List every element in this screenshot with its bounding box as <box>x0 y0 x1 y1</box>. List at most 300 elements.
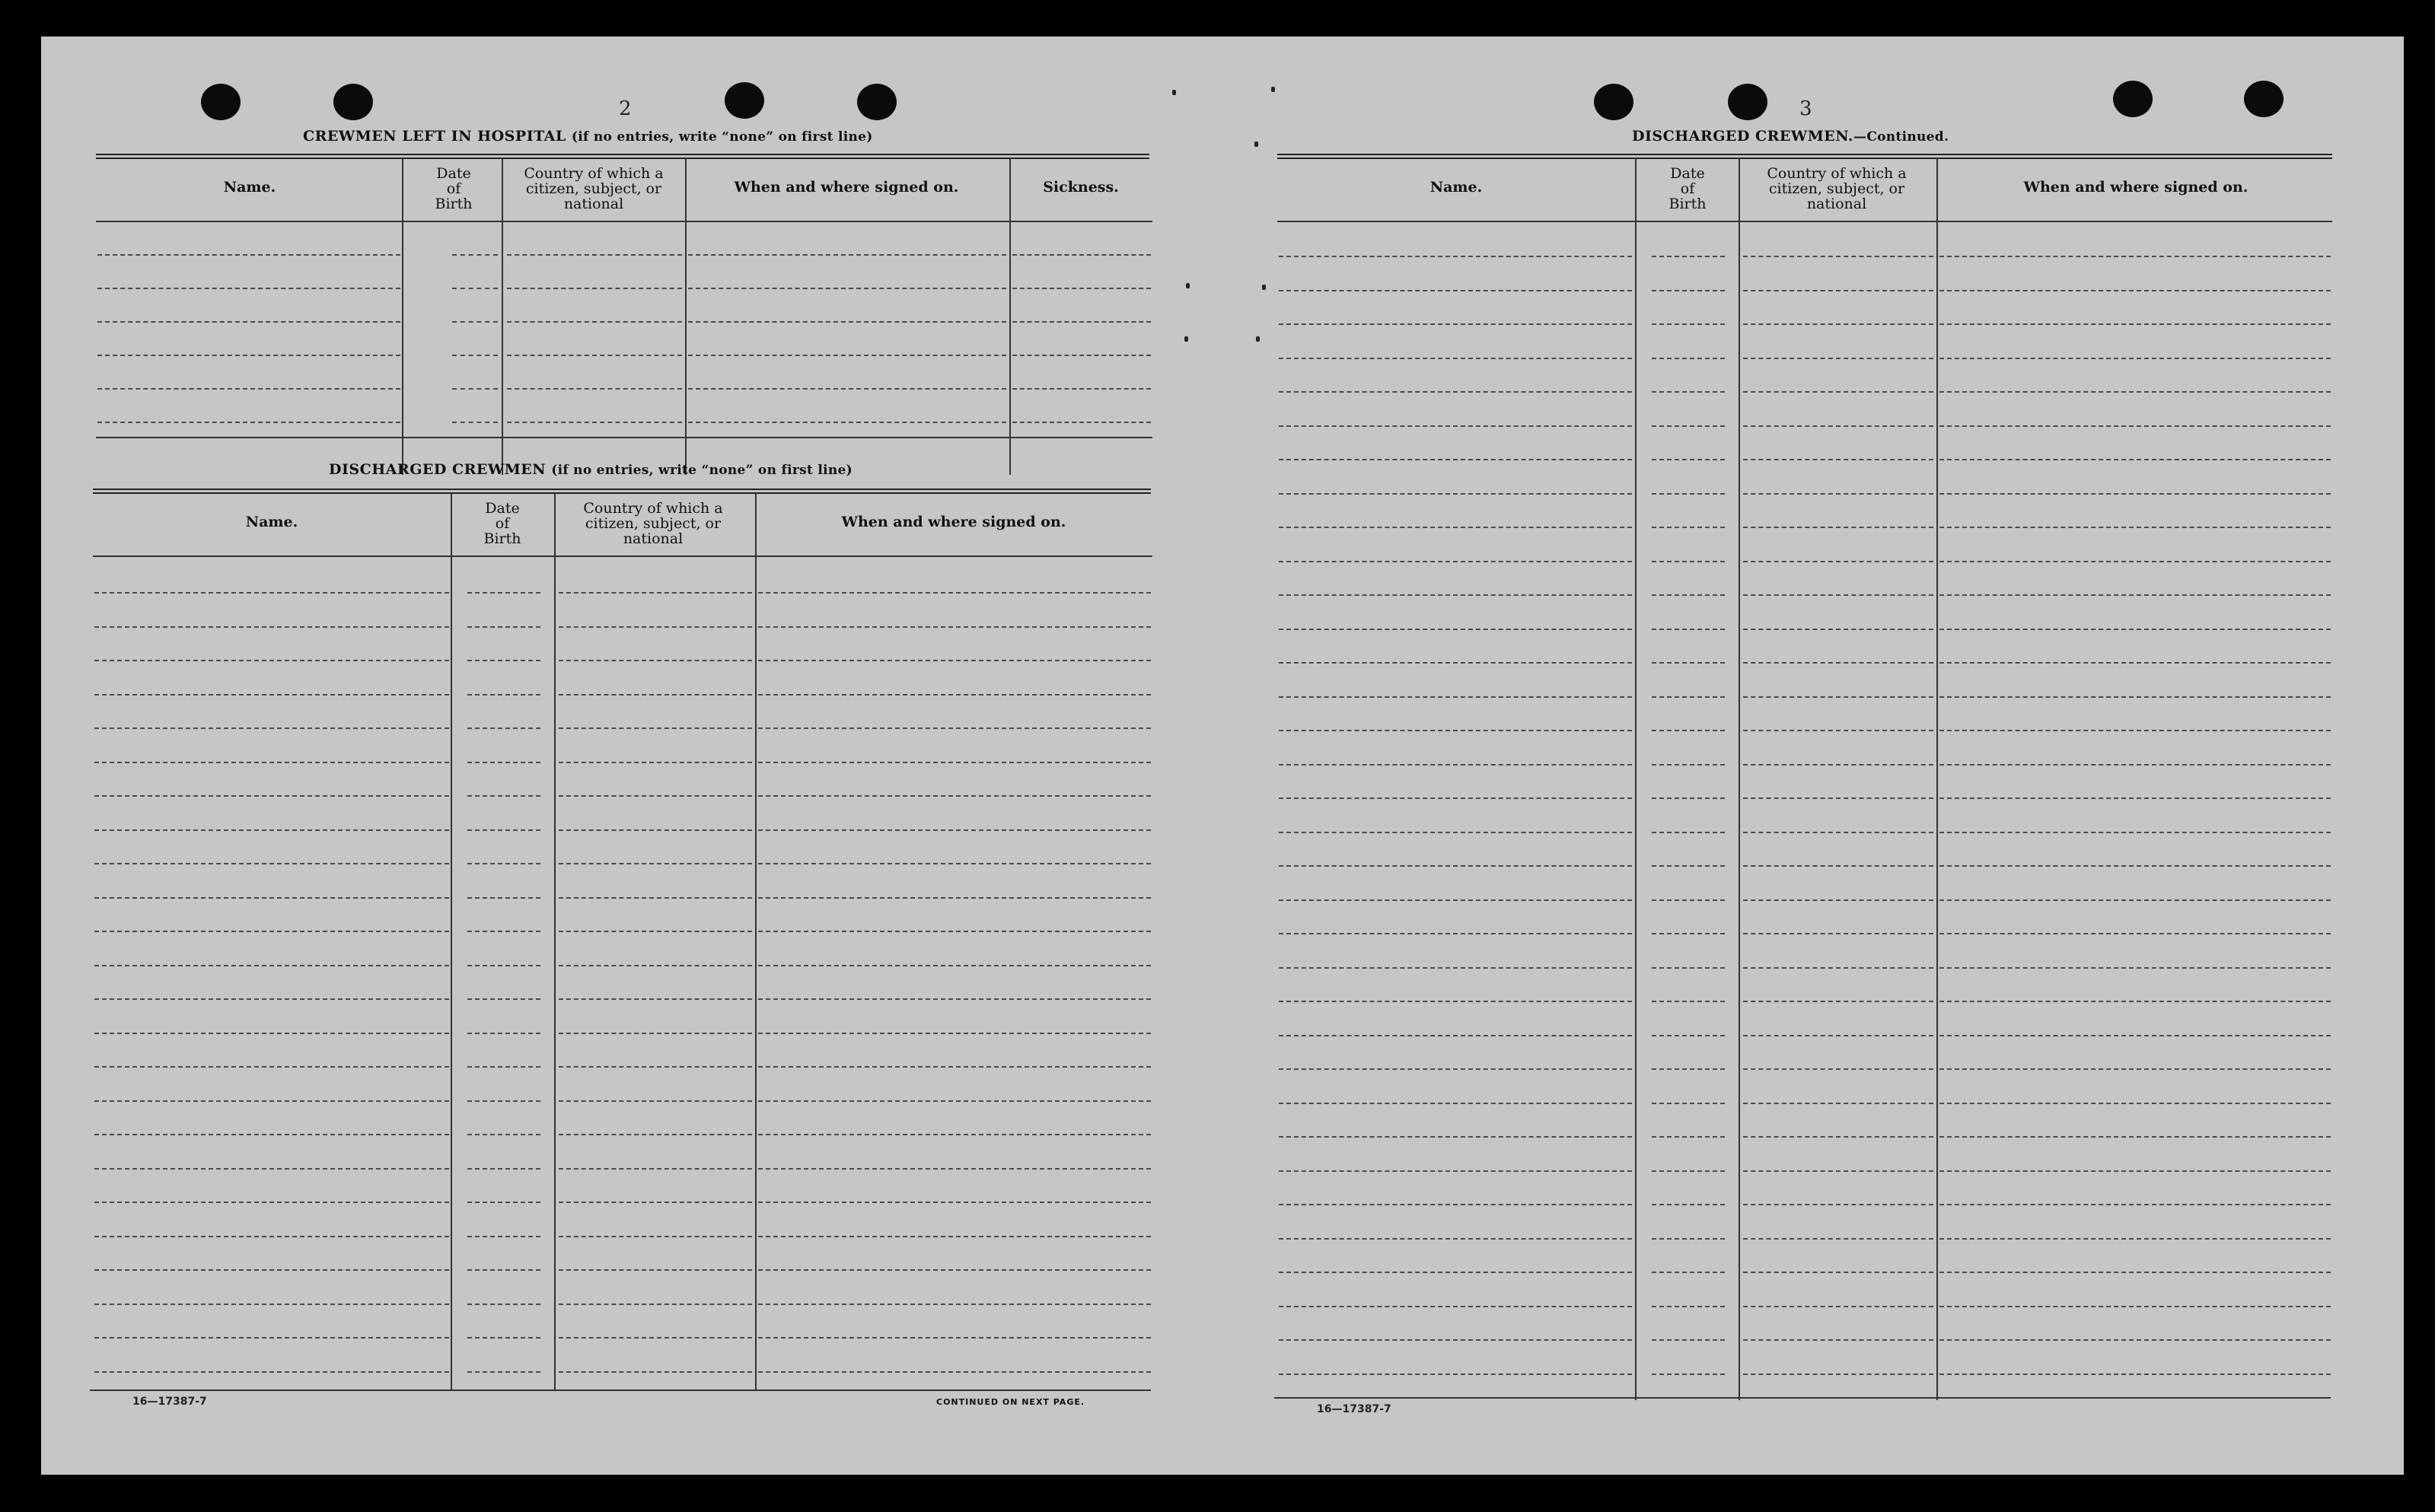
discharged-continued-note: —Continued. <box>1853 129 1949 145</box>
ruled-line <box>559 1202 752 1203</box>
ruled-line <box>94 1371 449 1373</box>
ruled-line <box>758 1337 1151 1339</box>
ruled-line <box>1939 1035 2331 1036</box>
ruled-line <box>94 1269 449 1271</box>
ruled-line <box>1939 662 2331 664</box>
ruled-line <box>94 998 449 1000</box>
form-code: 16—17387-7 <box>132 1396 207 1408</box>
ruled-line <box>688 388 1006 390</box>
ruled-line <box>1279 662 1632 664</box>
ruled-line <box>1652 425 1725 427</box>
ruled-line <box>1743 1272 1933 1273</box>
ruled-line <box>1743 1306 1933 1307</box>
ruled-line <box>1279 425 1632 427</box>
hospital-col-divider <box>402 158 403 475</box>
ruled-line <box>1939 967 2331 969</box>
fold-mark <box>1256 336 1260 342</box>
ruled-line <box>758 626 1151 628</box>
ruled-line <box>1652 493 1725 495</box>
ruled-line <box>1743 561 1933 562</box>
ruled-line <box>1939 391 2331 393</box>
discharged-bottom-rule <box>90 1389 1151 1391</box>
ruled-line <box>559 1371 752 1373</box>
ruled-line <box>94 829 449 831</box>
ruled-line <box>1743 256 1933 257</box>
ruled-line <box>452 321 498 323</box>
ruled-line <box>1279 1238 1632 1240</box>
ruled-line <box>467 795 540 797</box>
ruled-line <box>559 1168 752 1170</box>
continued-col-country: Country of which a citizen, subject, or national <box>1767 165 1907 212</box>
ruled-line <box>1279 1272 1632 1273</box>
ruled-line <box>1743 493 1933 495</box>
ruled-line <box>1279 1103 1632 1104</box>
ruled-line <box>1939 561 2331 562</box>
ruled-line <box>758 1100 1151 1102</box>
ruled-line <box>1939 290 2331 291</box>
ruled-line <box>1743 358 1933 359</box>
ruled-line <box>507 388 682 390</box>
ruled-line <box>559 1134 752 1135</box>
ruled-line <box>1279 764 1632 766</box>
ruled-line <box>94 727 449 729</box>
fold-mark <box>1254 142 1258 147</box>
ruled-line <box>1939 764 2331 766</box>
ruled-line <box>94 762 449 763</box>
ruled-line <box>758 1304 1151 1305</box>
ruled-line <box>1939 1170 2331 1172</box>
hospital-col-divider <box>1009 158 1011 475</box>
ruled-line <box>1939 594 2331 596</box>
ruled-line <box>467 1304 540 1305</box>
ruled-line <box>1012 254 1151 256</box>
ruled-line <box>1939 1136 2331 1138</box>
ruled-line <box>467 1168 540 1170</box>
ruled-line <box>94 1033 449 1034</box>
ruled-line <box>1279 594 1632 596</box>
ruled-line <box>559 694 752 696</box>
ruled-line <box>467 1337 540 1339</box>
ruled-line <box>97 355 400 356</box>
ruled-line <box>452 355 498 356</box>
discharged-title-note: (if no entries, write “none” on first line) <box>551 463 853 478</box>
ruled-line <box>452 388 498 390</box>
ruled-line <box>467 1100 540 1102</box>
ruled-line <box>94 592 449 594</box>
ruled-line <box>1279 323 1632 325</box>
ruled-line <box>1939 696 2331 698</box>
ruled-line <box>97 254 400 256</box>
ruled-line <box>94 1304 449 1305</box>
ruled-line <box>1279 1204 1632 1205</box>
ruled-line <box>1743 1136 1933 1138</box>
ruled-line <box>1743 1339 1933 1341</box>
ruled-line <box>1743 730 1933 731</box>
continued-header-rule <box>1277 221 2332 222</box>
ruled-line <box>467 897 540 899</box>
document-sheet <box>41 37 2404 1475</box>
ruled-line <box>1743 933 1933 934</box>
ruled-line <box>1652 527 1725 528</box>
ruled-line <box>1939 527 2331 528</box>
ruled-line <box>1652 865 1725 867</box>
ruled-line <box>559 998 752 1000</box>
ruled-line <box>94 897 449 899</box>
fold-mark <box>1184 336 1188 342</box>
ruled-line <box>467 998 540 1000</box>
ruled-line <box>1279 967 1632 969</box>
ruled-line <box>758 795 1151 797</box>
page-number: 3 <box>1799 97 1812 120</box>
ruled-line <box>1743 1001 1933 1002</box>
ruled-line <box>467 1033 540 1034</box>
ruled-line <box>467 1066 540 1068</box>
ruled-line <box>94 694 449 696</box>
ruled-line <box>1652 1103 1725 1104</box>
hospital-col-divider <box>502 158 503 475</box>
ruled-line <box>1012 355 1151 356</box>
hospital-header-rule <box>96 221 1152 222</box>
ruled-line <box>1743 629 1933 630</box>
fold-mark <box>1172 90 1176 95</box>
discharged-col-divider <box>755 493 757 1391</box>
hospital-col-sickness: Sickness. <box>1043 179 1119 196</box>
page-number: 2 <box>619 97 632 120</box>
discharged-section-title <box>329 461 853 478</box>
ruled-line <box>97 321 400 323</box>
ruled-line <box>1012 422 1151 423</box>
ruled-line <box>559 795 752 797</box>
ruled-line <box>758 965 1151 966</box>
continued-col-signed-on: When and where signed on. <box>2023 179 2249 196</box>
ruled-line <box>507 288 682 289</box>
ruled-line <box>94 965 449 966</box>
hospital-col-dob: Date of Birth <box>435 165 473 212</box>
hospital-section-title <box>303 128 873 145</box>
ruled-line <box>1743 594 1933 596</box>
ruled-line <box>1652 832 1725 833</box>
ruled-line <box>758 897 1151 899</box>
ruled-line <box>97 388 400 390</box>
ruled-line <box>1652 1136 1725 1138</box>
ruled-line <box>467 1134 540 1135</box>
punch-hole <box>2244 81 2284 117</box>
ruled-line <box>1743 425 1933 427</box>
ruled-line <box>758 1168 1151 1170</box>
ruled-line <box>1279 730 1632 731</box>
hospital-col-name: Name. <box>223 179 276 196</box>
form-code: 16—17387-7 <box>1317 1403 1391 1415</box>
ruled-line <box>467 626 540 628</box>
ruled-line <box>1652 358 1725 359</box>
ruled-line <box>559 1066 752 1068</box>
punch-hole <box>2113 81 2153 117</box>
ruled-line <box>1743 391 1933 393</box>
ruled-line <box>1743 459 1933 460</box>
ruled-line <box>1743 1204 1933 1205</box>
ruled-line <box>758 1202 1151 1203</box>
ruled-line <box>1652 1306 1725 1307</box>
ruled-line <box>1743 832 1933 833</box>
ruled-line <box>467 694 540 696</box>
hospital-title-text: CREWMEN LEFT IN HOSPITAL <box>303 128 566 145</box>
ruled-line <box>467 863 540 864</box>
ruled-line <box>559 1269 752 1271</box>
ruled-line <box>1743 527 1933 528</box>
ruled-line <box>467 1371 540 1373</box>
ruled-line <box>507 422 682 423</box>
ruled-line <box>758 694 1151 696</box>
ruled-line <box>1279 696 1632 698</box>
ruled-line <box>467 592 540 594</box>
ruled-line <box>758 1033 1151 1034</box>
ruled-line <box>94 1337 449 1339</box>
ruled-line <box>1279 561 1632 562</box>
ruled-line <box>1939 1306 2331 1307</box>
ruled-line <box>1652 1170 1725 1172</box>
ruled-line <box>1939 730 2331 731</box>
ruled-line <box>1279 797 1632 799</box>
ruled-line <box>1939 1068 2331 1070</box>
ruled-line <box>1652 629 1725 630</box>
ruled-line <box>507 254 682 256</box>
ruled-line <box>1939 1272 2331 1273</box>
discharged-continued-title <box>1632 128 1949 145</box>
hospital-title-note: (if no entries, write “none” on first line) <box>571 129 873 145</box>
ruled-line <box>94 931 449 932</box>
ruled-line <box>1743 1103 1933 1104</box>
continued-bottom-rule <box>1274 1397 2331 1399</box>
ruled-line <box>1939 323 2331 325</box>
discharged-col-divider <box>451 493 452 1391</box>
ruled-line <box>1939 1339 2331 1341</box>
ruled-line <box>559 592 752 594</box>
ruled-line <box>758 727 1151 729</box>
continued-col-divider <box>1739 158 1740 1400</box>
continued-col-name: Name. <box>1429 179 1483 196</box>
ruled-line <box>758 762 1151 763</box>
ruled-line <box>559 727 752 729</box>
ruled-line <box>1743 662 1933 664</box>
hospital-col-divider <box>685 158 687 475</box>
ruled-line <box>1652 696 1725 698</box>
ruled-line <box>688 422 1006 423</box>
discharged-header-rule <box>93 555 1152 557</box>
ruled-line <box>1743 1035 1933 1036</box>
ruled-line <box>1743 1238 1933 1240</box>
ruled-line <box>1743 764 1933 766</box>
ruled-line <box>1652 391 1725 393</box>
ruled-line <box>1743 1374 1933 1375</box>
ruled-line <box>1939 1103 2331 1104</box>
ruled-line <box>1939 358 2331 359</box>
ruled-line <box>94 626 449 628</box>
ruled-line <box>1652 967 1725 969</box>
ruled-line <box>467 1236 540 1237</box>
ruled-line <box>688 321 1006 323</box>
discharged-col-signed-on: When and where signed on. <box>841 514 1066 530</box>
ruled-line <box>688 355 1006 356</box>
ruled-line <box>94 1236 449 1237</box>
ruled-line <box>559 1033 752 1034</box>
ruled-line <box>94 1066 449 1068</box>
ruled-line <box>1652 797 1725 799</box>
ruled-line <box>1279 1035 1632 1036</box>
ruled-line <box>559 863 752 864</box>
fold-mark <box>1271 87 1275 92</box>
ruled-line <box>758 592 1151 594</box>
ruled-line <box>1652 561 1725 562</box>
ruled-line <box>758 660 1151 661</box>
ruled-line <box>1279 527 1632 528</box>
ruled-line <box>559 897 752 899</box>
discharged-col-dob: Date of Birth <box>483 500 521 547</box>
ruled-line <box>1939 933 2331 934</box>
punch-hole <box>1594 84 1633 120</box>
punch-hole <box>725 82 764 119</box>
ruled-line <box>758 829 1151 831</box>
ruled-line <box>1939 797 2331 799</box>
ruled-line <box>1279 1339 1632 1341</box>
ruled-line <box>1279 493 1632 495</box>
ruled-line <box>1652 459 1725 460</box>
ruled-line <box>758 1269 1151 1271</box>
ruled-line <box>94 1100 449 1102</box>
ruled-line <box>1652 1204 1725 1205</box>
ruled-line <box>1012 288 1151 289</box>
ruled-line <box>1743 865 1933 867</box>
discharged-continued-title-text: DISCHARGED CREWMEN. <box>1632 128 1854 145</box>
ruled-line <box>1939 629 2331 630</box>
ruled-line <box>467 1202 540 1203</box>
ruled-line <box>94 795 449 797</box>
ruled-line <box>1652 256 1725 257</box>
discharged-title-text: DISCHARGED CREWMEN <box>329 461 547 478</box>
hospital-bottom-rule <box>96 437 1152 438</box>
ruled-line <box>1743 1170 1933 1172</box>
ruled-line <box>1279 1170 1632 1172</box>
ruled-line <box>1279 629 1632 630</box>
ruled-line <box>1652 290 1725 291</box>
ruled-line <box>467 829 540 831</box>
ruled-line <box>688 254 1006 256</box>
ruled-line <box>1652 1001 1725 1002</box>
ruled-line <box>1012 388 1151 390</box>
ruled-line <box>1743 899 1933 901</box>
ruled-line <box>1743 323 1933 325</box>
ruled-line <box>1939 493 2331 495</box>
ruled-line <box>1652 323 1725 325</box>
ruled-line <box>758 931 1151 932</box>
ruled-line <box>559 965 752 966</box>
ruled-line <box>1652 1374 1725 1375</box>
ruled-line <box>688 288 1006 289</box>
ruled-line <box>1279 933 1632 934</box>
continued-col-divider <box>1936 158 1938 1400</box>
ruled-line <box>1279 865 1632 867</box>
ruled-line <box>559 626 752 628</box>
ruled-line <box>467 660 540 661</box>
ruled-line <box>94 863 449 864</box>
ruled-line <box>94 660 449 661</box>
ruled-line <box>1652 1238 1725 1240</box>
ruled-line <box>1279 358 1632 359</box>
ruled-line <box>559 1304 752 1305</box>
ruled-line <box>559 1236 752 1237</box>
ruled-line <box>1939 1374 2331 1375</box>
ruled-line <box>559 762 752 763</box>
ruled-line <box>758 1134 1151 1135</box>
ruled-line <box>1279 1306 1632 1307</box>
ruled-line <box>1279 459 1632 460</box>
ruled-line <box>467 1269 540 1271</box>
ruled-line <box>507 355 682 356</box>
ruled-line <box>1652 1272 1725 1273</box>
ruled-line <box>452 254 498 256</box>
ruled-line <box>1743 290 1933 291</box>
fold-mark <box>1262 285 1266 290</box>
ruled-line <box>467 965 540 966</box>
ruled-line <box>467 762 540 763</box>
ruled-line <box>758 1066 1151 1068</box>
hospital-col-signed-on: When and where signed on. <box>734 179 959 196</box>
ruled-line <box>559 660 752 661</box>
ruled-line <box>559 1100 752 1102</box>
ruled-line <box>1279 391 1632 393</box>
discharged-col-country: Country of which a citizen, subject, or national <box>583 500 723 547</box>
ruled-line <box>1939 1204 2331 1205</box>
ruled-line <box>97 288 400 289</box>
punch-hole <box>201 84 241 120</box>
ruled-line <box>1652 899 1725 901</box>
ruled-line <box>1743 967 1933 969</box>
ruled-line <box>1012 321 1151 323</box>
ruled-line <box>1939 832 2331 833</box>
ruled-line <box>1939 1238 2331 1240</box>
ruled-line <box>94 1202 449 1203</box>
continued-col-divider <box>1635 158 1637 1400</box>
ruled-line <box>1743 1068 1933 1070</box>
ruled-line <box>1743 797 1933 799</box>
ruled-line <box>1939 459 2331 460</box>
ruled-line <box>1279 1374 1632 1375</box>
ruled-line <box>452 422 498 423</box>
ruled-line <box>1652 764 1725 766</box>
punch-hole <box>1728 84 1767 120</box>
ruled-line <box>559 829 752 831</box>
ruled-line <box>1939 1001 2331 1002</box>
ruled-line <box>1279 290 1632 291</box>
ruled-line <box>1652 594 1725 596</box>
punch-hole <box>857 84 897 120</box>
ruled-line <box>97 422 400 423</box>
ruled-line <box>1279 1136 1632 1138</box>
continued-col-dob: Date of Birth <box>1668 165 1707 212</box>
ruled-line <box>1652 1339 1725 1341</box>
ruled-line <box>1279 256 1632 257</box>
discharged-col-name: Name. <box>245 514 298 530</box>
ruled-line <box>1939 865 2331 867</box>
ruled-line <box>758 1371 1151 1373</box>
punch-hole <box>333 84 373 120</box>
ruled-line <box>1279 832 1632 833</box>
ruled-line <box>1279 899 1632 901</box>
ruled-line <box>467 727 540 729</box>
ruled-line <box>1939 256 2331 257</box>
ruled-line <box>1652 933 1725 934</box>
ruled-line <box>507 321 682 323</box>
ruled-line <box>1939 899 2331 901</box>
